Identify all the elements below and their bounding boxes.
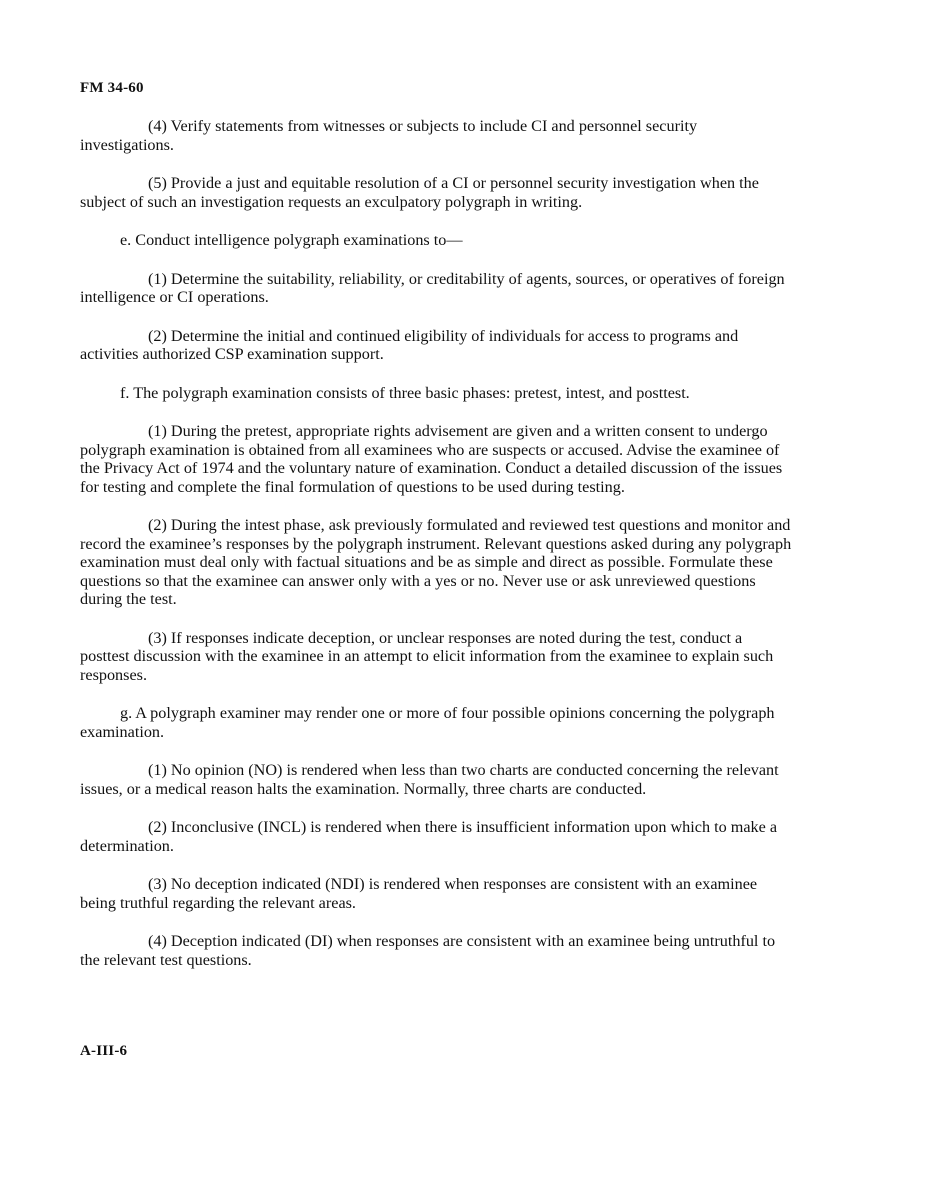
document-header: FM 34-60 (80, 80, 144, 96)
paragraph-g-4: (4) Deception indicated (DI) when responses are consistent with an examinee being untruthful to the relevant test questions. (80, 932, 776, 969)
paragraph-f-3: (3) If responses indicate deception, or unclear responses are noted during the test, conduct a posttest discussion with the examinee in an attempt to elicit information from the examinee to explain such responses. (80, 628, 774, 684)
paragraph-e: e. Conduct intelligence polygraph examinations to— (120, 231, 463, 249)
paragraph-g-2: (2) Inconclusive (INCL) is rendered when there is insufficient information upon which to make a determination. (80, 818, 778, 855)
paragraph-d-5: (5) Provide a just and equitable resolution of a CI or personnel security investigation when the subject of such an investigation requests an exculpatory polygraph in writing. (80, 174, 759, 211)
paragraph-g-1: (1) No opinion (NO) is rendered when less than two charts are conducted concerning the relevant issues, or a medical reason halts the examination. Normally, three charts are conducted. (80, 761, 779, 798)
document-body (80, 117, 792, 989)
paragraph-f-2: (2) During the intest phase, ask previously formulated and reviewed test questions and monitor and record the examinee’s responses by the polygraph instrument. Relevant questions asked during any polygraph examination must deal only with factual situations and be as simple and direct as possible. Formulate these questions so that the examinee can answer only with a yes or no. Never use or ask unreviewed questions during the test. (80, 516, 792, 608)
paragraph-g: g. A polygraph examiner may render one or more of four possible opinions concerning the polygraph examination. (80, 704, 775, 741)
page-number: A-III-6 (80, 1043, 128, 1059)
paragraph-f: f. The polygraph examination consists of three basic phases: pretest, intest, and posttest. (120, 383, 690, 402)
paragraph-g-3: (3) No deception indicated (NDI) is rendered when responses are consistent with an examinee being truthful regarding the relevant areas. (80, 875, 758, 912)
paragraph-e-2: (2) Determine the initial and continued eligibility of individuals for access to programs and activities authorized CSP examination support. (80, 326, 739, 363)
paragraph-e-1: (1) Determine the suitability, reliability, or creditability of agents, sources, or operatives of foreign intelligence or CI operations. (80, 269, 785, 306)
paragraph-d-4: (4) Verify statements from witnesses or subjects to include CI and personnel security investigations. (80, 117, 698, 154)
paragraph-f-1: (1) During the pretest, appropriate rights advisement are given and a written consent to undergo polygraph examination is obtained from all examinees who are suspects or accused. Advise the examinee of the Privacy Act of 1974 and the voluntary nature of examination. Conduct a detailed discussion of the issues for testing and complete the final formulation of questions to be used during testing. (80, 422, 783, 496)
